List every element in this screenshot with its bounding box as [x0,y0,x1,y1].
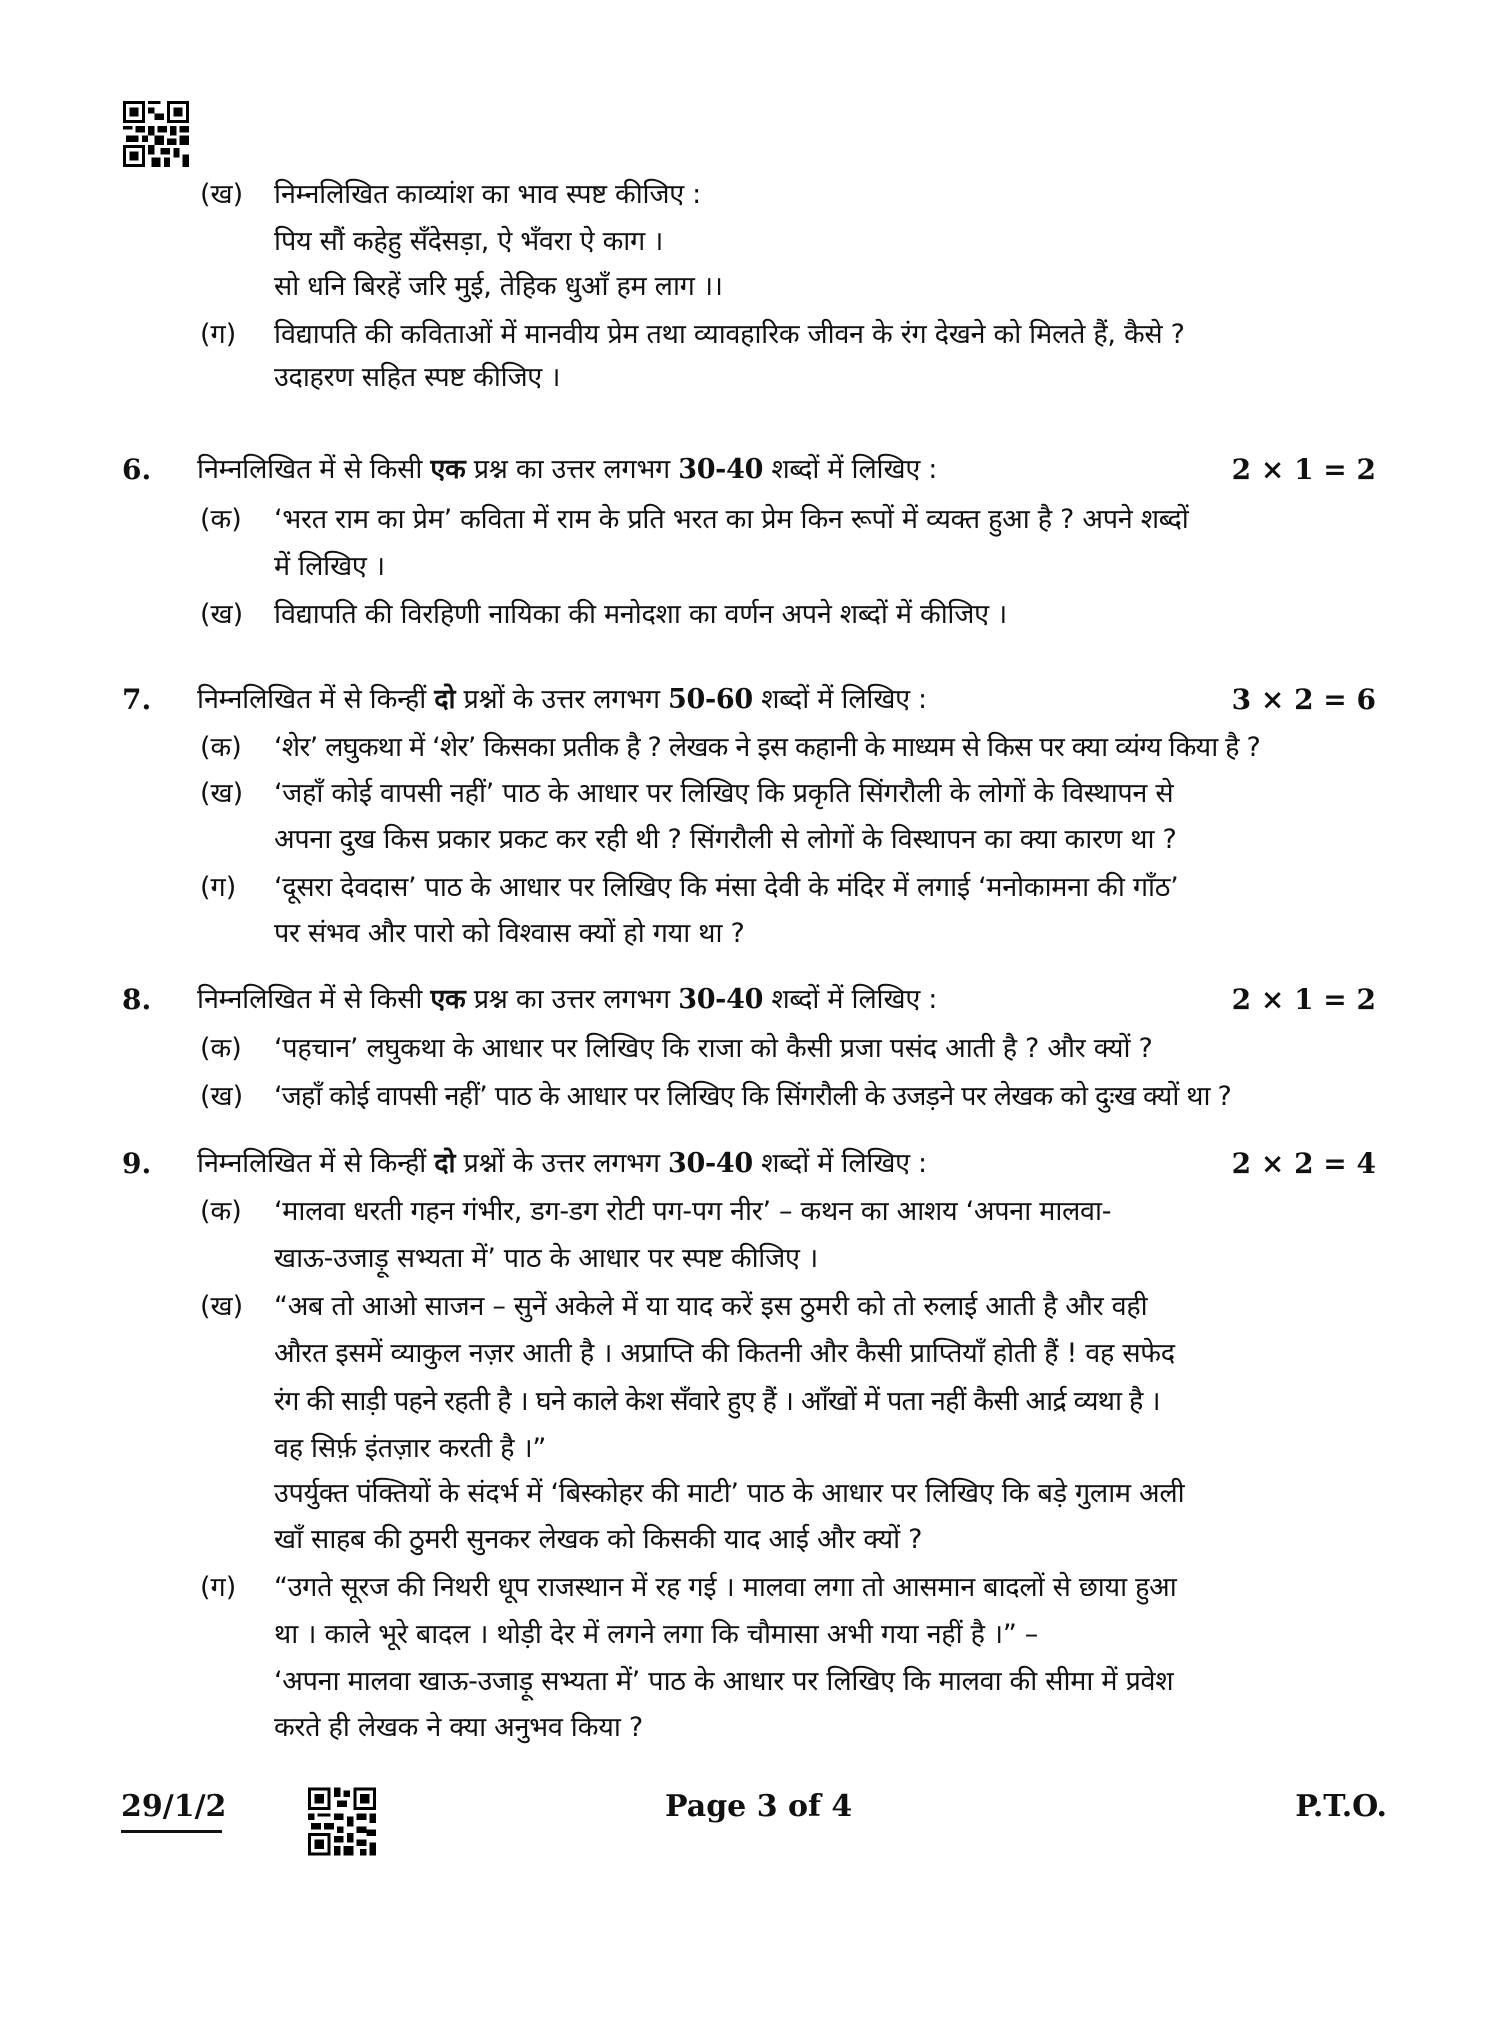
page-number: Page 3 of 4 [665,1789,853,1824]
quoted-passage-line: वह सिर्फ़ इंतज़ार करती है ।” [274,1433,547,1464]
poem-line: सो धनि बिरहें जरि मुई, तेहिक धुआँ हम लाग ।। [274,271,723,302]
marks-allocation: 2 × 1 = 2 [1231,453,1376,486]
qr-code-icon [123,100,189,168]
marks-allocation: 2 × 1 = 2 [1231,983,1376,1016]
subquestion-text: खाँ साहब की ठुमरी सुनकर लेखक को किसकी याद आई और क्यों ? [274,1524,923,1555]
subquestion-label: (ख) [200,1081,244,1112]
subquestion-label: (क) [200,732,242,763]
subquestion-label: (ख) [200,179,244,210]
quoted-passage-line: औरत इसमें व्याकुल नज़र आती है । अप्राप्ति की कितनी और कैसी प्राप्तियाँ होती हैं ! वह सफेद [274,1338,1175,1369]
subquestion-text: ‘मालवा धरती गहन गंभीर, डग-डग रोटी पग-पग नीर’ – कथन का आशय ‘अपना मालवा- [274,1196,1112,1227]
marks-allocation: 2 × 2 = 4 [1231,1147,1376,1180]
subquestion-text: ‘पहचान’ लघुकथा के आधार पर लिखिए कि राजा को कैसी प्रजा पसंद आती है ? और क्यों ? [274,1033,1153,1064]
subquestion-text: खाऊ-उजाड़ू सभ्यता में’ पाठ के आधार पर स्पष्ट कीजिए । [274,1243,818,1274]
subquestion-label: (ख) [200,1291,244,1322]
subquestion-text: ‘जहाँ कोई वापसी नहीं’ पाठ के आधार पर लिखिए कि सिंगरौली के उजड़ने पर लेखक को दुःख क्यों था ? [274,1081,1232,1112]
question-number: 8. [122,983,152,1016]
quoted-passage-line: “उगते सूरज की निथरी धूप राजस्थान में रह गई । मालवा लगा तो आसमान बादलों से छाया हुआ [274,1572,1177,1603]
subquestion-text: विद्यापति की विरहिणी नायिका की मनोदशा का वर्णन अपने शब्दों में कीजिए । [274,599,1007,630]
subquestion-text: करते ही लेखक ने क्या अनुभव किया ? [274,1712,643,1743]
subquestion-label: (ग) [200,319,237,350]
question-number: 9. [122,1147,152,1180]
subquestion-text: निम्नलिखित काव्यांश का भाव स्पष्ट कीजिए : [274,179,701,210]
subquestion-text: उदाहरण सहित स्पष्ट कीजिए । [274,362,561,393]
subquestion-text: अपना दुख किस प्रकार प्रकट कर रही थी ? सिंगरौली से लोगों के विस्थापन का क्या कारण था ? [274,824,1177,855]
quoted-passage-line: था । काले भूरे बादल । थोड़ी देर में लगने लगा कि चौमासा अभी गया नहीं है ।” – [274,1619,1038,1650]
subquestion-text: उपर्युक्त पंक्तियों के संदर्भ में ‘बिस्कोहर की माटी’ पाठ के आधार पर लिखिए कि बड़े गुलाम अली [274,1478,1185,1509]
quoted-passage-line: “अब तो आओ साजन – सुनें अकेले में या याद करें इस ठुमरी को तो रुलाई आती है और वही [274,1291,1148,1322]
subquestion-label: (ग) [200,872,237,903]
subquestion-text: ‘दूसरा देवदास’ पाठ के आधार पर लिखिए कि मंसा देवी के मंदिर में लगाई ‘मनोकामना की गाँठ’ [274,872,1179,903]
subquestion-text: ‘भरत राम का प्रेम’ कविता में राम के प्रति भरत का प्रेम किन रूपों में व्यक्त हुआ है ? अपने शब्दों [274,504,1189,535]
subquestion-text: पर संभव और पारो को विश्वास क्यों हो गया था ? [274,918,745,949]
question-instruction: निम्नलिखित में से किसी एक प्रश्न का उत्तर लगभग 30-40 शब्दों में लिखिए : [197,984,938,1015]
question-instruction: निम्नलिखित में से किन्हीं दो प्रश्नों के उत्तर लगभग 50-60 शब्दों में लिखिए : [197,684,927,715]
question-instruction: निम्नलिखित में से किन्हीं दो प्रश्नों के उत्तर लगभग 30-40 शब्दों में लिखिए : [197,1148,927,1179]
subquestion-text: ‘अपना मालवा खाऊ-उजाड़ू सभ्यता में’ पाठ के आधार पर लिखिए कि मालवा की सीमा में प्रवेश [274,1666,1174,1697]
subquestion-text: विद्यापति की कविताओं में मानवीय प्रेम तथा व्यावहारिक जीवन के रंग देखने को मिलते हैं, कैसे ? [274,319,1185,350]
subquestion-text: ‘जहाँ कोई वापसी नहीं’ पाठ के आधार पर लिखिए कि प्रकृति सिंगरौली के लोगों के विस्थापन से [274,778,1174,809]
please-turn-over: P.T.O. [1295,1789,1387,1824]
paper-code: 29/1/2 [121,1789,227,1824]
subquestion-label: (ग) [200,1572,237,1603]
quoted-passage-line: रंग की साड़ी पहने रहती है । घने काले केश सँवारे हुए हैं । आँखों में पता नहीं कैसी आर्द्र व्यथा है । [274,1386,1160,1417]
question-number: 6. [122,453,152,486]
question-number: 7. [122,683,152,716]
marks-allocation: 3 × 2 = 6 [1231,683,1376,716]
subquestion-label: (क) [200,504,242,535]
subquestion-text: ‘शेर’ लघुकथा में ‘शेर’ किसका प्रतीक है ? लेखक ने इस कहानी के माध्यम से किस पर क्या व्यंग्य किया है ? [274,732,1261,763]
poem-line: पिय सौं कहेहु सँदेसड़ा, ऐ भँवरा ऐ काग । [274,226,664,257]
subquestion-label: (ख) [200,599,244,630]
paper-code-underline [121,1830,222,1833]
subquestion-label: (क) [200,1033,242,1064]
qr-code-icon [308,1787,376,1856]
subquestion-text: में लिखिए । [274,551,385,582]
question-instruction: निम्नलिखित में से किसी एक प्रश्न का उत्तर लगभग 30-40 शब्दों में लिखिए : [197,454,938,485]
subquestion-label: (ख) [200,778,244,809]
subquestion-label: (क) [200,1196,242,1227]
